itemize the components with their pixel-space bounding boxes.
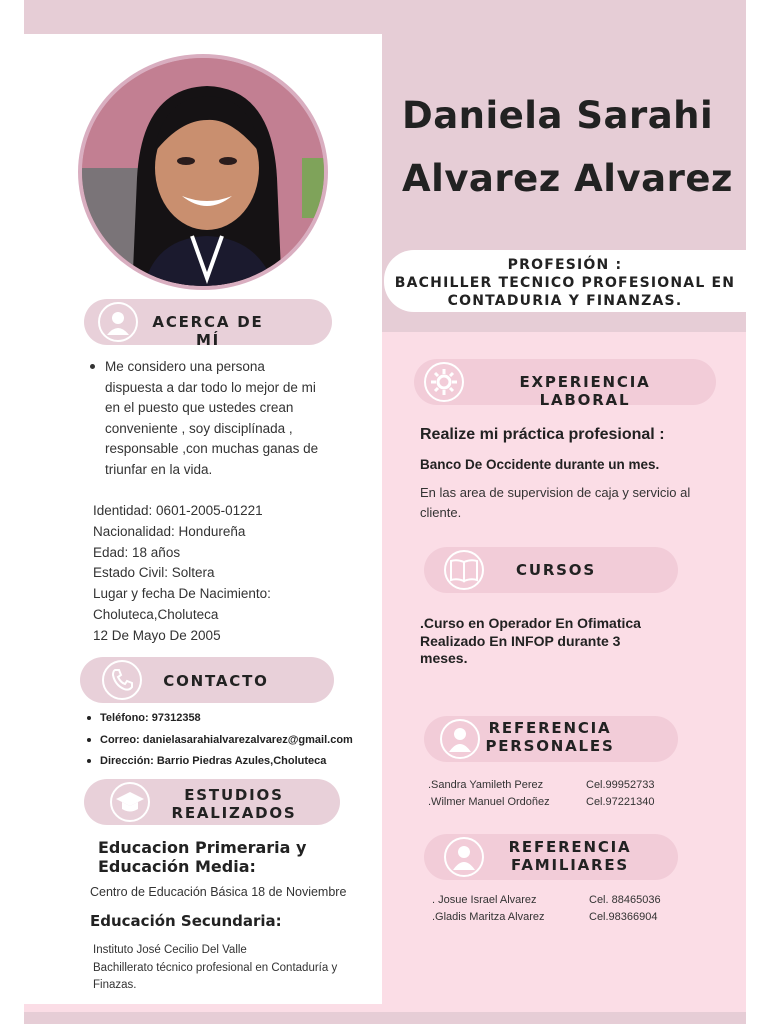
about-line: dispuesta a dar todo lo mejor de mi bbox=[105, 379, 316, 395]
course-line2: Realizado En INFOP durante 3 bbox=[420, 632, 621, 649]
experience-desc-line2: cliente. bbox=[420, 505, 462, 520]
family-references-title bbox=[500, 838, 640, 874]
age: Edad: 18 años bbox=[93, 544, 181, 560]
experience-section-header bbox=[414, 359, 716, 409]
experience-title: EXPERIENCIA LABORAL bbox=[519, 373, 651, 409]
course-line1: .Curso en Operador En Ofimatica bbox=[420, 615, 641, 631]
user-icon bbox=[98, 302, 138, 342]
primary-education-heading bbox=[98, 838, 306, 876]
contact-title: CONTACTO bbox=[163, 672, 269, 690]
birthplace-label: Lugar y fecha De Nacimiento: bbox=[93, 586, 271, 602]
primary-school: Centro de Educación Básica 18 de Noviembre bbox=[90, 885, 347, 899]
personal-references-names bbox=[428, 777, 550, 811]
personal-references-header bbox=[424, 716, 678, 762]
profession-box bbox=[384, 250, 746, 312]
identity: Identidad: 0601-2005-01221 bbox=[93, 503, 263, 518]
personal-references-title-line1: REFERENCIA bbox=[488, 719, 612, 737]
about-line: Me considero una persona bbox=[90, 357, 350, 378]
birthdate: 12 De Mayo De 2005 bbox=[93, 627, 221, 643]
about-text bbox=[90, 357, 350, 480]
secondary-degree-line2: Finazas. bbox=[93, 979, 137, 991]
secondary-school: Instituto José Cecilio Del Valle bbox=[93, 944, 247, 956]
gear-icon bbox=[424, 362, 464, 402]
education-title-line2: REALIZADOS bbox=[171, 804, 297, 822]
courses-text bbox=[420, 615, 641, 668]
personal-references-title-line2: PERSONALES bbox=[485, 737, 615, 755]
courses-section-header bbox=[424, 547, 678, 593]
course-line3: meses. bbox=[420, 650, 468, 666]
family-references-title-line2: FAMILIARES bbox=[511, 856, 629, 874]
full-name-line2: Alvarez Alvarez bbox=[402, 157, 733, 200]
reference-name: .Gladis Maritza Alvarez bbox=[432, 911, 545, 923]
about-section-header bbox=[84, 299, 332, 349]
contact-address: Dirección: Barrio Piedras Azules,Choluteca bbox=[86, 751, 353, 773]
family-references-phones bbox=[589, 892, 661, 926]
personal-references-phones bbox=[586, 777, 655, 811]
secondary-details bbox=[93, 942, 337, 995]
experience-company: Banco De Occidente durante un mes. bbox=[420, 457, 660, 472]
secondary-degree-line1: Bachillerato técnico profesional en Contaduría y bbox=[93, 961, 338, 974]
reference-phone: Cel.98366904 bbox=[589, 911, 658, 923]
profile-photo-illustration bbox=[82, 58, 328, 290]
contact-phone[interactable]: Teléfono: 97312358 bbox=[86, 708, 353, 730]
full-name-line1: Daniela Sarahi bbox=[402, 94, 714, 137]
person-icon bbox=[440, 719, 480, 759]
reference-phone: Cel.97221340 bbox=[586, 796, 655, 808]
secondary-education-heading: Educación Secundaria: bbox=[90, 912, 282, 930]
primary-heading-line1: Educacion Primeraria y bbox=[98, 838, 307, 857]
footer-strip bbox=[24, 1012, 746, 1024]
birthplace: Choluteca,Choluteca bbox=[93, 606, 219, 622]
phone-icon bbox=[102, 660, 142, 700]
profession-line2: CONTADURIA Y FINANZAS. bbox=[447, 293, 683, 309]
book-icon bbox=[444, 550, 484, 590]
education-title bbox=[164, 786, 304, 822]
about-line: triunfar en la vida. bbox=[105, 461, 213, 477]
primary-heading-line2: Educación Media: bbox=[98, 857, 256, 876]
reference-phone: Cel.99952733 bbox=[586, 779, 655, 791]
personal-references-title bbox=[480, 719, 620, 755]
experience-heading: Realize mi práctica profesional : bbox=[420, 426, 665, 443]
family-references-names bbox=[432, 892, 544, 926]
about-line: responsable ,con muchas ganas de bbox=[105, 441, 319, 456]
courses-title: CURSOS bbox=[516, 561, 596, 579]
profile-photo bbox=[78, 54, 328, 290]
about-line: conveniente , soy disciplínada , bbox=[105, 420, 293, 436]
profession-label: PROFESIÓN : bbox=[507, 257, 623, 273]
contact-section-header bbox=[80, 657, 334, 703]
reference-name: .Wilmer Manuel Ordoñez bbox=[428, 796, 550, 808]
education-section-header bbox=[84, 779, 340, 825]
about-title: ACERCA DE MÍ bbox=[152, 313, 264, 349]
reference-phone: Cel. 88465036 bbox=[589, 894, 661, 906]
profession-line1: BACHILLER TECNICO PROFESIONAL EN bbox=[394, 275, 736, 291]
family-references-header bbox=[424, 834, 678, 880]
family-references-title-line1: REFERENCIA bbox=[508, 838, 632, 856]
experience-description bbox=[420, 483, 690, 523]
about-line: en el puesto que ustedes crean bbox=[105, 400, 294, 415]
contact-list bbox=[86, 708, 353, 773]
personal-info bbox=[93, 501, 271, 647]
nationality: Nacionalidad: Hondureña bbox=[93, 523, 246, 539]
experience-desc-line1: En las area de supervision de caja y servicio al bbox=[420, 485, 691, 500]
person-icon bbox=[444, 837, 484, 877]
reference-name: .Sandra Yamileth Perez bbox=[428, 779, 544, 791]
education-title-line1: ESTUDIOS bbox=[184, 786, 284, 804]
reference-name: . Josue Israel Alvarez bbox=[432, 894, 537, 906]
civil-status: Estado Civil: Soltera bbox=[93, 565, 215, 581]
graduation-cap-icon bbox=[110, 782, 150, 822]
contact-email[interactable]: Correo: danielasarahialvarezalvarez@gmail.com bbox=[86, 730, 353, 752]
